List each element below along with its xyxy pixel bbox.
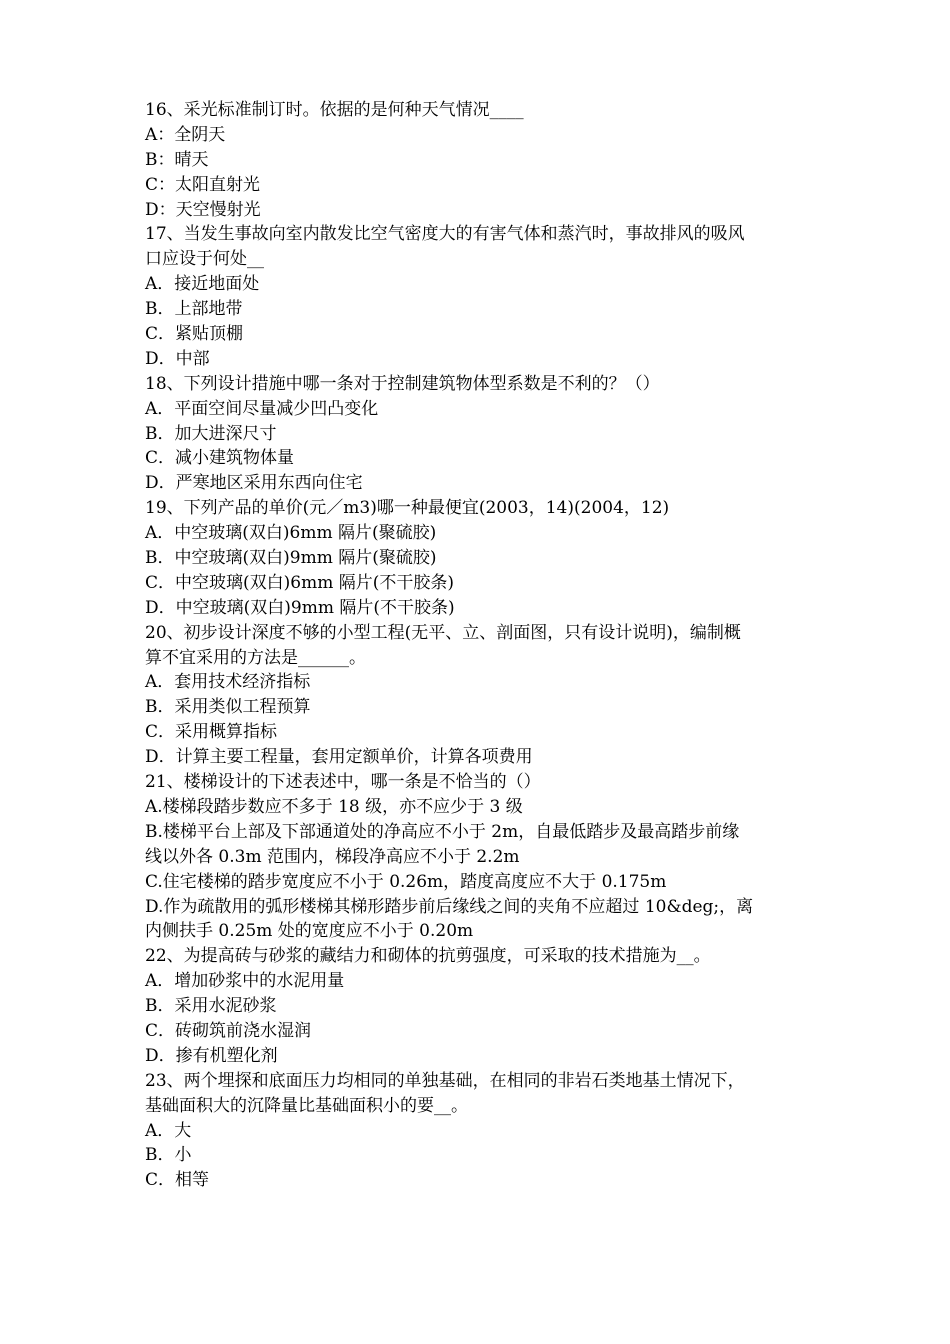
- document-body: [145, 98, 813, 1193]
- question-19-option-a: A．中空玻璃(双白)6mm 隔片(聚硫胶): [145, 523, 437, 544]
- question-17-option-c: C．紧贴顶棚: [145, 324, 244, 345]
- question-18-option-a: A．平面空间尽量减少凹凸变化: [145, 398, 379, 419]
- question-18-option-b: B．加大进深尺寸: [145, 423, 277, 444]
- question-19-stem: 19、下列产品的单价(元／m3)哪一种最便宜(2003，14)(2004，12): [145, 498, 670, 519]
- question-23-stem-cont: 基础面积大的沉降量比基础面积小的要__。: [145, 1095, 468, 1116]
- question-23-option-b: B．小: [145, 1145, 192, 1166]
- question-19-option-b: B．中空玻璃(双白)9mm 隔片(聚硫胶): [145, 548, 437, 569]
- question-16-stem: 16、采光标准制订时。依据的是何种天气情况____: [145, 100, 524, 120]
- question-20-option-c: C．采用概算指标: [145, 722, 278, 743]
- question-20-stem: 20、初步设计深度不够的小型工程(无平、立、剖面图，只有设计说明)，编制概: [145, 622, 741, 643]
- question-23-option-a: A．大: [145, 1120, 192, 1141]
- question-21-option-b-cont: 线以外各 0.3m 范围内，梯段净高应不小于 2.2m: [145, 846, 520, 867]
- question-20-option-d: D．计算主要工程量，套用定额单价，计算各项费用: [145, 747, 533, 768]
- question-17-option-d: D．中部: [145, 348, 210, 369]
- question-20-stem-cont: 算不宜采用的方法是______。: [145, 647, 366, 668]
- question-21-option-d: D.作为疏散用的弧形楼梯其梯形踏步前后缘线之间的夹角不应超过 10&deg;，离: [145, 896, 754, 917]
- question-22-stem: 22、为提高砖与砂浆的藏结力和砌体的抗剪强度，可采取的技术措施为__。: [145, 946, 711, 967]
- question-21-stem: 21、楼梯设计的下述表述中，哪一条是不恰当的（）: [145, 772, 541, 793]
- question-20-option-b: B．采用类似工程预算: [145, 697, 311, 718]
- question-22-option-d: D．掺有机塑化剂: [145, 1045, 278, 1066]
- question-21-option-c: C.住宅楼梯的踏步宽度应不小于 0.26m，踏度高度应不大于 0.175m: [145, 871, 667, 892]
- question-16-option-c: C：太阳直射光: [145, 174, 261, 195]
- question-17-option-a: A．接近地面处: [145, 274, 260, 295]
- question-16-option-b: B：晴天: [145, 149, 209, 170]
- question-18-stem: 18、下列设计措施中哪一条对于控制建筑物体型系数是不利的？（）: [145, 373, 660, 394]
- question-22-option-c: C．砖砌筑前浇水湿润: [145, 1020, 312, 1041]
- question-19-option-d: D．中空玻璃(双白)9mm 隔片(不干胶条): [145, 597, 455, 618]
- question-22-option-a: A．增加砂浆中的水泥用量: [145, 971, 345, 992]
- question-16-option-a: A：全阴天: [145, 124, 226, 145]
- question-17-option-b: B．上部地带: [145, 299, 243, 320]
- question-18-option-c: C．减小建筑物体量: [145, 448, 295, 469]
- question-23-stem: 23、两个埋探和底面压力均相同的单独基础，在相同的非岩石类地基土情况下，: [145, 1070, 745, 1091]
- question-21-option-d-cont: 内侧扶手 0.25m 处的宽度应不小于 0.20m: [145, 921, 474, 942]
- question-22-option-b: B．采用水泥砂浆: [145, 996, 277, 1017]
- question-17-stem: 17、当发生事故向室内散发比空气密度大的有害气体和蒸汽时，事故排风的吸风: [145, 224, 745, 245]
- question-21-option-a: A.楼梯段踏步数应不多于 18 级，亦不应少于 3 级: [145, 796, 523, 817]
- question-17-stem-cont: 口应设于何处__: [145, 249, 264, 270]
- question-19-option-c: C．中空玻璃(双白)6mm 隔片(不干胶条): [145, 572, 454, 593]
- question-21-option-b: B.楼梯平台上部及下部通道处的净高应不小于 2m，自最低踏步及最高踏步前缘: [145, 821, 740, 842]
- question-20-option-a: A．套用技术经济指标: [145, 672, 311, 693]
- question-18-option-d: D．严寒地区采用东西向住宅: [145, 473, 363, 494]
- question-23-option-c: C．相等: [145, 1170, 210, 1191]
- question-16-option-d: D：天空慢射光: [145, 199, 261, 220]
